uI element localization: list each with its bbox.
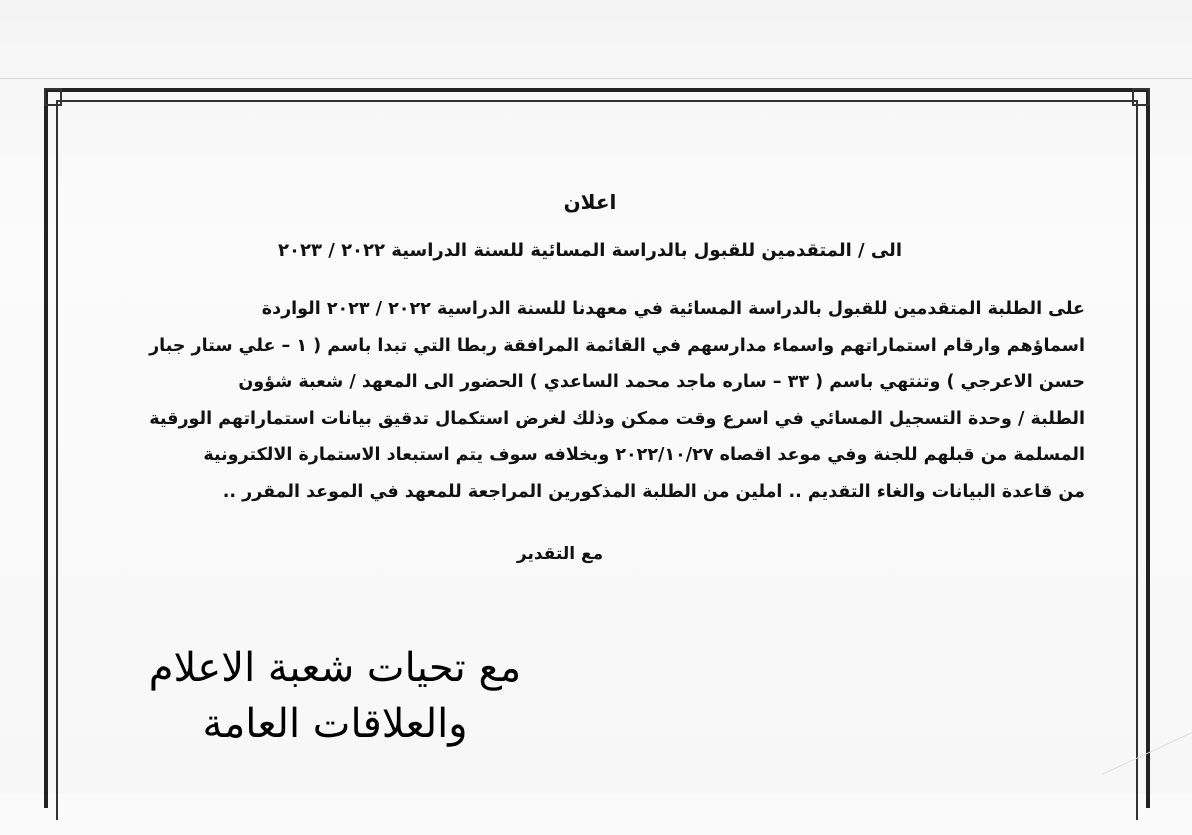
body-line: حسن الاعرجي ) وتنتهي باسم ( ٣٣ – ساره ماجد محمد الساعدي ) الحضور الى المعهد / شعبة شؤون — [238, 372, 1085, 392]
frame-corner-ornament-right — [1132, 88, 1150, 106]
body-line: الطلبة / وحدة التسجيل المسائي في اسرع وقت ممكن وذلك لغرض استكمال تدقيق بيانات استماراتهم الورقية — [149, 408, 1085, 429]
frame-corner-ornament-left — [44, 88, 62, 106]
greeting-line-2: والعلاقات العامة — [202, 701, 468, 747]
greeting-line-1: مع تحيات شعبة الاعلام — [148, 645, 522, 691]
body-line: على الطلبة المتقدمين للقبول بالدراسة المسائية في معهدنا للسنة الدراسية ٢٠٢٢ / ٢٠٢٣ الواردة — [261, 299, 1085, 319]
announcement-title: اعلان — [563, 190, 617, 214]
body-line: من قاعدة البيانات والغاء التقديم .. املين من الطلبة المذكورين المراجعة للمعهد في الموعد المقرر .. — [222, 481, 1085, 502]
announcement-closing: مع التقدير — [516, 544, 604, 564]
announcement-subtitle: الى / المتقدمين للقبول بالدراسة المسائية للسنة الدراسية ٢٠٢٢ / ٢٠٢٣ — [278, 240, 902, 261]
body-line: اسماؤهم وارقام استماراتهم واسماء مدارسهم في القائمة المرافقة ربطا التي تبدا باسم ( ١ – علي ستار جبار — [149, 335, 1085, 356]
body-line: المسلمة من قبلهم للجنة وفي موعد اقصاه ٢٠٢٢/١٠/٢٧ وبخلافه سوف يتم استبعاد الاستمارة الالكترونية — [203, 445, 1085, 465]
greeting-caption — [120, 640, 550, 752]
announcement-body — [95, 291, 1085, 510]
page-edge-line — [0, 78, 1192, 79]
announcement-content — [95, 190, 1085, 564]
